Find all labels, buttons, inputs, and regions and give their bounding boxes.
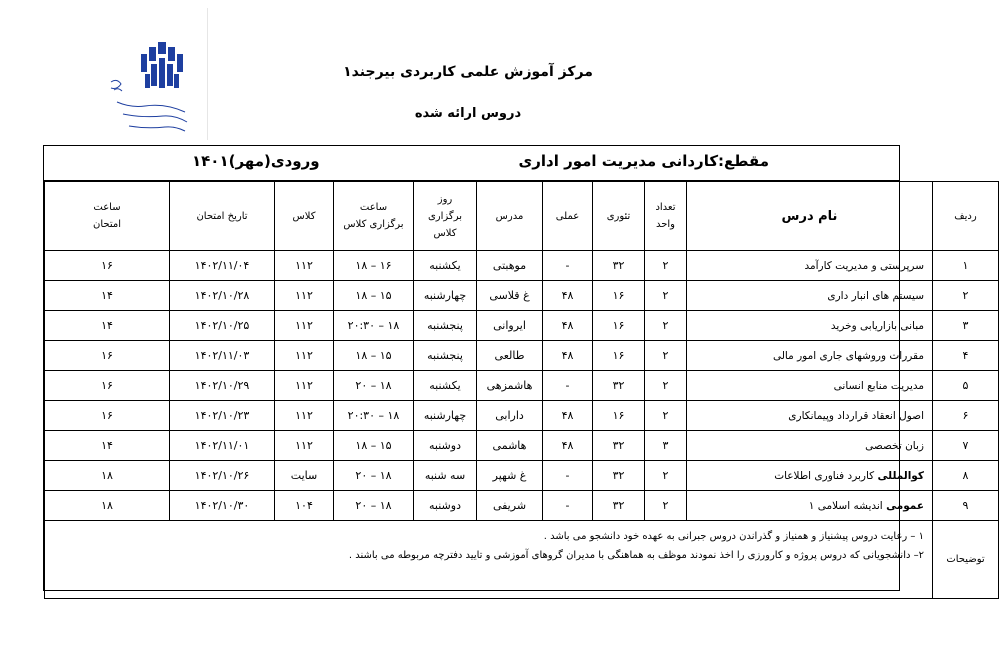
class-day: پنجشنبه	[414, 341, 477, 371]
practical-hours: ۴۸	[543, 341, 593, 371]
classroom: ۱۱۲	[275, 371, 334, 401]
row-number: ۳	[933, 311, 999, 341]
exam-time: ۱۸	[45, 491, 170, 521]
courses-table	[44, 181, 999, 599]
course-name	[687, 251, 933, 281]
university-logo	[105, 42, 215, 137]
col-row: ردیف	[933, 182, 999, 251]
course-title: زبان تخصصی	[865, 439, 924, 452]
instructor: شریفی	[477, 491, 543, 521]
course-title: سیستم های انبار داری	[827, 289, 924, 302]
practical-hours: ۴۸	[543, 311, 593, 341]
practical-hours: -	[543, 371, 593, 401]
exam-date: ۱۴۰۲/۱۱/۰۱	[170, 431, 275, 461]
class-day: پنجشنبه	[414, 311, 477, 341]
theory-hours: ۱۶	[593, 281, 645, 311]
course-title: مبانی بازاریابی وخرید	[830, 319, 924, 332]
instructor: هاشمزهی	[477, 371, 543, 401]
exam-date: ۱۴۰۲/۱۰/۲۵	[170, 311, 275, 341]
classroom: ۱۱۲	[275, 431, 334, 461]
theory-hours: ۳۲	[593, 491, 645, 521]
course-title: اندیشه اسلامی ۱	[808, 499, 883, 512]
course-title: کاربرد فناوری اطلاعات	[774, 469, 875, 482]
units: ۲	[645, 491, 687, 521]
class-day: سه شنبه	[414, 461, 477, 491]
class-day: یکشنبه	[414, 251, 477, 281]
exam-date: ۱۴۰۲/۱۰/۲۶	[170, 461, 275, 491]
instructor: غ قلاسی	[477, 281, 543, 311]
col-exam-time: ساعت امتحان	[45, 182, 170, 251]
units: ۲	[645, 401, 687, 431]
row-number: ۲	[933, 281, 999, 311]
class-day: دوشنبه	[414, 431, 477, 461]
exam-time: ۱۴	[45, 431, 170, 461]
course-prefix: عمومی	[886, 499, 924, 512]
table-row	[45, 431, 999, 461]
class-day: چهارشنبه	[414, 281, 477, 311]
course-name	[687, 371, 933, 401]
classroom: ۱۱۲	[275, 251, 334, 281]
notes-label: توضیحات	[933, 521, 999, 599]
units: ۲	[645, 311, 687, 341]
practical-hours: -	[543, 461, 593, 491]
class-time: ۱۵ – ۱۸	[334, 431, 414, 461]
practical-hours: -	[543, 251, 593, 281]
exam-time: ۱۸	[45, 461, 170, 491]
table-row	[45, 251, 999, 281]
units: ۲	[645, 251, 687, 281]
program-bar	[44, 146, 899, 181]
exam-time: ۱۴	[45, 281, 170, 311]
class-day: دوشنبه	[414, 491, 477, 521]
practical-hours: -	[543, 491, 593, 521]
class-time: ۱۸ – ۲۰:۳۰	[334, 311, 414, 341]
course-name	[687, 461, 933, 491]
exam-time: ۱۶	[45, 371, 170, 401]
course-title: سرپرستی و مدیریت کارآمد	[804, 259, 924, 272]
course-name	[687, 341, 933, 371]
exam-date: ۱۴۰۲/۱۰/۲۸	[170, 281, 275, 311]
row-number: ۱	[933, 251, 999, 281]
instructor: طالعی	[477, 341, 543, 371]
instructor: هاشمی	[477, 431, 543, 461]
class-time: ۱۸ – ۲۰:۳۰	[334, 401, 414, 431]
class-time: ۱۸ – ۲۰	[334, 461, 414, 491]
class-time: ۱۶ – ۱۸	[334, 251, 414, 281]
exam-time: ۱۴	[45, 311, 170, 341]
class-time: ۱۸ – ۲۰	[334, 491, 414, 521]
row-number: ۷	[933, 431, 999, 461]
table-row	[45, 461, 999, 491]
class-time: ۱۵ – ۱۸	[334, 281, 414, 311]
class-day: یکشنبه	[414, 371, 477, 401]
classroom: ۱۱۲	[275, 401, 334, 431]
theory-hours: ۳۲	[593, 251, 645, 281]
course-title: اصول انعقاد قرارداد وپیمانکاری	[788, 409, 924, 422]
intake-label: ورودی(مهر)۱۴۰۱	[192, 152, 320, 170]
exam-date: ۱۴۰۲/۱۰/۲۹	[170, 371, 275, 401]
theory-hours: ۱۶	[593, 341, 645, 371]
class-time: ۱۸ – ۲۰	[334, 371, 414, 401]
col-day: روز برگزاری کلاس	[414, 182, 477, 251]
classroom: سایت	[275, 461, 334, 491]
table-row	[45, 311, 999, 341]
page-subtitle: دروس ارائه شده	[414, 106, 522, 121]
course-name	[687, 401, 933, 431]
classroom: ۱۱۲	[275, 341, 334, 371]
row-number: ۹	[933, 491, 999, 521]
exam-date: ۱۴۰۲/۱۰/۳۰	[170, 491, 275, 521]
classroom: ۱۱۲	[275, 311, 334, 341]
practical-hours: ۴۸	[543, 281, 593, 311]
row-number: ۴	[933, 341, 999, 371]
table-row	[45, 491, 999, 521]
practical-hours: ۴۸	[543, 431, 593, 461]
units: ۲	[645, 371, 687, 401]
classroom: ۱۰۴	[275, 491, 334, 521]
col-course: نام درس	[687, 182, 933, 251]
course-prefix: کوالمللی	[877, 469, 924, 482]
notes-content	[45, 521, 933, 599]
theory-hours: ۱۶	[593, 311, 645, 341]
instructor: موهبتی	[477, 251, 543, 281]
instructor: ایروانی	[477, 311, 543, 341]
col-practical: عملی	[543, 182, 593, 251]
exam-time: ۱۶	[45, 341, 170, 371]
row-number: ۶	[933, 401, 999, 431]
col-theory: تئوری	[593, 182, 645, 251]
header-row	[45, 182, 999, 251]
col-exam-date: تاریخ امتحان	[170, 182, 275, 251]
course-name	[687, 431, 933, 461]
col-units: تعداد واحد	[645, 182, 687, 251]
units: ۲	[645, 281, 687, 311]
exam-date: ۱۴۰۲/۱۱/۰۴	[170, 251, 275, 281]
class-time: ۱۵ – ۱۸	[334, 341, 414, 371]
program-label: مقطع:کاردانی مدیریت امور اداری	[518, 152, 769, 170]
class-day: چهارشنبه	[414, 401, 477, 431]
theory-hours: ۳۲	[593, 371, 645, 401]
col-instructor: مدرس	[477, 182, 543, 251]
classroom: ۱۱۲	[275, 281, 334, 311]
table-row	[45, 281, 999, 311]
exam-date: ۱۴۰۲/۱۱/۰۳	[170, 341, 275, 371]
row-number: ۵	[933, 371, 999, 401]
course-offering-sheet	[43, 145, 985, 591]
col-room: کلاس	[275, 182, 334, 251]
instructor: غ شهپر	[477, 461, 543, 491]
exam-time: ۱۶	[45, 251, 170, 281]
course-title: مقررات وروشهای جاری امور مالی	[772, 349, 924, 362]
instructor: دارابی	[477, 401, 543, 431]
notes-row	[45, 521, 999, 599]
exam-time: ۱۶	[45, 401, 170, 431]
units: ۲	[645, 461, 687, 491]
units: ۳	[645, 431, 687, 461]
table-row	[45, 371, 999, 401]
table-row	[45, 401, 999, 431]
theory-hours: ۱۶	[593, 401, 645, 431]
course-title: مدیریت منابع انسانی	[833, 379, 924, 392]
course-name	[687, 311, 933, 341]
practical-hours: ۴۸	[543, 401, 593, 431]
course-name	[687, 281, 933, 311]
units: ۲	[645, 341, 687, 371]
org-title: مرکز آموزش علمی کاربردی بیرجند۱	[343, 64, 593, 80]
row-number: ۸	[933, 461, 999, 491]
exam-date: ۱۴۰۲/۱۰/۲۳	[170, 401, 275, 431]
note-line-1: ۱ – رعایت دروس پیشنیاز و همنیاز و گذراندن دروس جبرانی به عهده خود دانشجو می باشد .	[543, 531, 924, 542]
theory-hours: ۳۲	[593, 431, 645, 461]
note-line-2: ۲– دانشجویانی که دروس پروژه و کارورزی را اخذ نمودند موظف به هماهنگی با مدیران گروهای آموزشی و تایید دفترچه مربوطه می باشند .	[348, 550, 924, 561]
col-time: ساعت برگزاری کلاس	[334, 182, 414, 251]
table-row	[45, 341, 999, 371]
theory-hours: ۳۲	[593, 461, 645, 491]
course-name	[687, 491, 933, 521]
